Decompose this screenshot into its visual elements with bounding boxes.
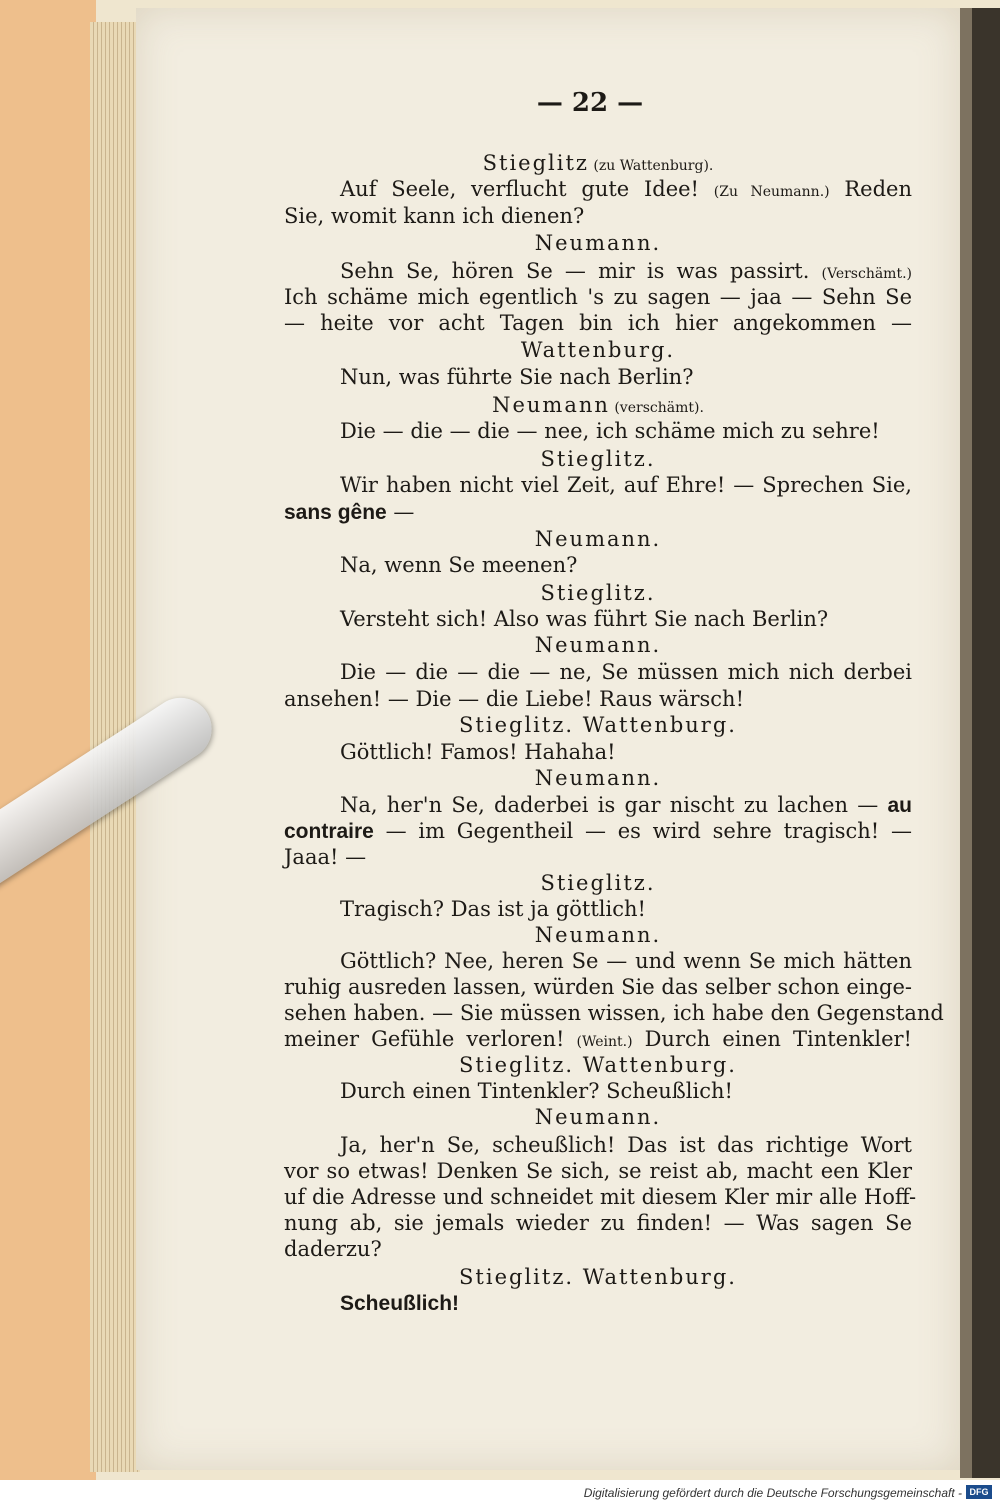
speaker-name: Neumann. — [534, 633, 662, 657]
foreign-phrase: Scheußlich! — [340, 1292, 460, 1315]
stage-direction: (verschämt). — [609, 400, 704, 416]
speaker-heading — [284, 228, 912, 258]
text-span: Reden — [829, 177, 912, 201]
text-line — [284, 362, 912, 392]
text-span: ansehen! — Die — die Liebe! Raus wärsch! — [284, 687, 745, 711]
text-span: Die — die — die — nee, ich schäme mich zu sehre! — [340, 419, 880, 443]
text-span: sehen haben. — Sie müssen wissen, ich habe den Gegenstand — [284, 1001, 944, 1025]
text-line — [284, 550, 912, 580]
speaker-heading — [284, 710, 912, 740]
text-span: daderzu? — [284, 1237, 382, 1261]
text-span: — im Gegentheil — es wird sehre tragisch! — — [373, 819, 912, 843]
text-span: Auf Seele, verflucht gute Idee! — [340, 177, 714, 201]
text-line — [284, 1234, 912, 1264]
text-span: Die — die — die — ne, Se müssen mich nich derbei — [340, 660, 912, 684]
page-number: — 22 — — [536, 88, 644, 118]
speaker-name: Stieglitz. Wattenburg. — [459, 1053, 737, 1077]
speaker-name: Neumann. — [534, 1105, 662, 1129]
speaker-name: Neumann. — [534, 923, 662, 947]
text-line — [284, 416, 912, 446]
text-span: Ja, her'n Se, scheußlich! Das ist das richtige Wort — [340, 1133, 912, 1157]
speaker-name: Neumann. — [534, 766, 662, 790]
text-span: Ich schäme mich egentlich 's zu sagen — jaa — Sehn Se — [284, 285, 912, 309]
text-line — [284, 657, 912, 687]
text-line — [284, 308, 912, 338]
text-span: Na, wenn Se meenen? — [340, 553, 578, 577]
stage-direction: (zu Wattenburg). — [588, 158, 714, 174]
speaker-heading — [284, 1102, 912, 1132]
speaker-name: Stieglitz — [482, 151, 589, 175]
text-span: Göttlich? Nee, heren Se — und wenn Se mich hätten — [340, 949, 912, 973]
text-span: Na, her'n Se, daderbei is gar nischt zu lachen — — [340, 793, 888, 817]
text-span: nung ab, sie jemals wieder zu finden! — Was sagen Se — [284, 1211, 912, 1235]
text-span: vor so etwas! Denken Se sich, se reist ab, macht een Kler — [284, 1159, 912, 1183]
text-span: — heite vor acht Tagen bin ich hier angekommen — — [284, 311, 912, 335]
text-line — [284, 497, 912, 527]
stage-direction: (Zu Neumann.) — [713, 184, 830, 200]
speaker-heading — [284, 335, 912, 365]
text-line — [284, 174, 912, 204]
stage-direction: (Weint.) — [576, 1034, 633, 1050]
speaker-name: Stieglitz. Wattenburg. — [459, 713, 737, 737]
speaker-heading — [284, 763, 912, 793]
speaker-name: Stieglitz. — [540, 447, 656, 471]
speaker-name: Stieglitz. — [540, 871, 656, 895]
text-span: — — [386, 500, 415, 524]
footer-credit: Digitalisierung gefördert durch die Deutsche Forschungsgemeinschaft - — [583, 1486, 962, 1500]
speaker-name: Wattenburg. — [520, 338, 676, 362]
text-span: Sehn Se, hören Se — mir is was passirt. — [340, 259, 822, 283]
text-span: Sie, womit kann ich dienen? — [284, 204, 585, 228]
text-span: ruhig ausreden lassen, würden Sie das selber schon einge- — [284, 975, 912, 999]
dfg-logo: DFG — [966, 1485, 992, 1499]
text-span: Jaaa! — — [284, 845, 367, 869]
text-span: Nun, was führte Sie nach Berlin? — [340, 365, 694, 389]
binding-shadow — [972, 8, 1000, 1478]
speaker-name: Neumann — [492, 393, 610, 417]
speaker-heading — [284, 630, 912, 660]
text-line — [284, 1288, 912, 1318]
left-margin — [0, 0, 96, 1480]
text-span: Wir haben nicht viel Zeit, auf Ehre! — Sprechen Sie, — [340, 473, 912, 497]
stage-direction: (Verschämt.) — [821, 266, 912, 282]
speaker-name: Neumann. — [534, 527, 662, 551]
text-span: Tragisch? Das ist ja göttlich! — [340, 897, 646, 921]
foreign-phrase: sans gêne — [284, 501, 387, 524]
foreign-phrase: au — [887, 794, 912, 817]
text-span: Durch einen Tintenkler! — [632, 1027, 912, 1051]
text-span: uf die Adresse und schneidet mit diesem Kler mir alle Hoff- — [284, 1185, 917, 1209]
speaker-name: Neumann. — [534, 231, 662, 255]
text-span: Versteht sich! Also was führt Sie nach Berlin? — [340, 607, 829, 631]
text-span: meiner Gefühle verloren! — [284, 1027, 577, 1051]
speaker-name: Stieglitz. — [540, 581, 656, 605]
speaker-name: Stieglitz. Wattenburg. — [459, 1265, 737, 1289]
text-span: Göttlich! Famos! Hahaha! — [340, 740, 616, 764]
text-line — [284, 470, 912, 500]
foreign-phrase: contraire — [284, 820, 374, 843]
text-span: Durch einen Tintenkler? Scheußlich! — [340, 1079, 733, 1103]
text-line — [284, 201, 912, 231]
